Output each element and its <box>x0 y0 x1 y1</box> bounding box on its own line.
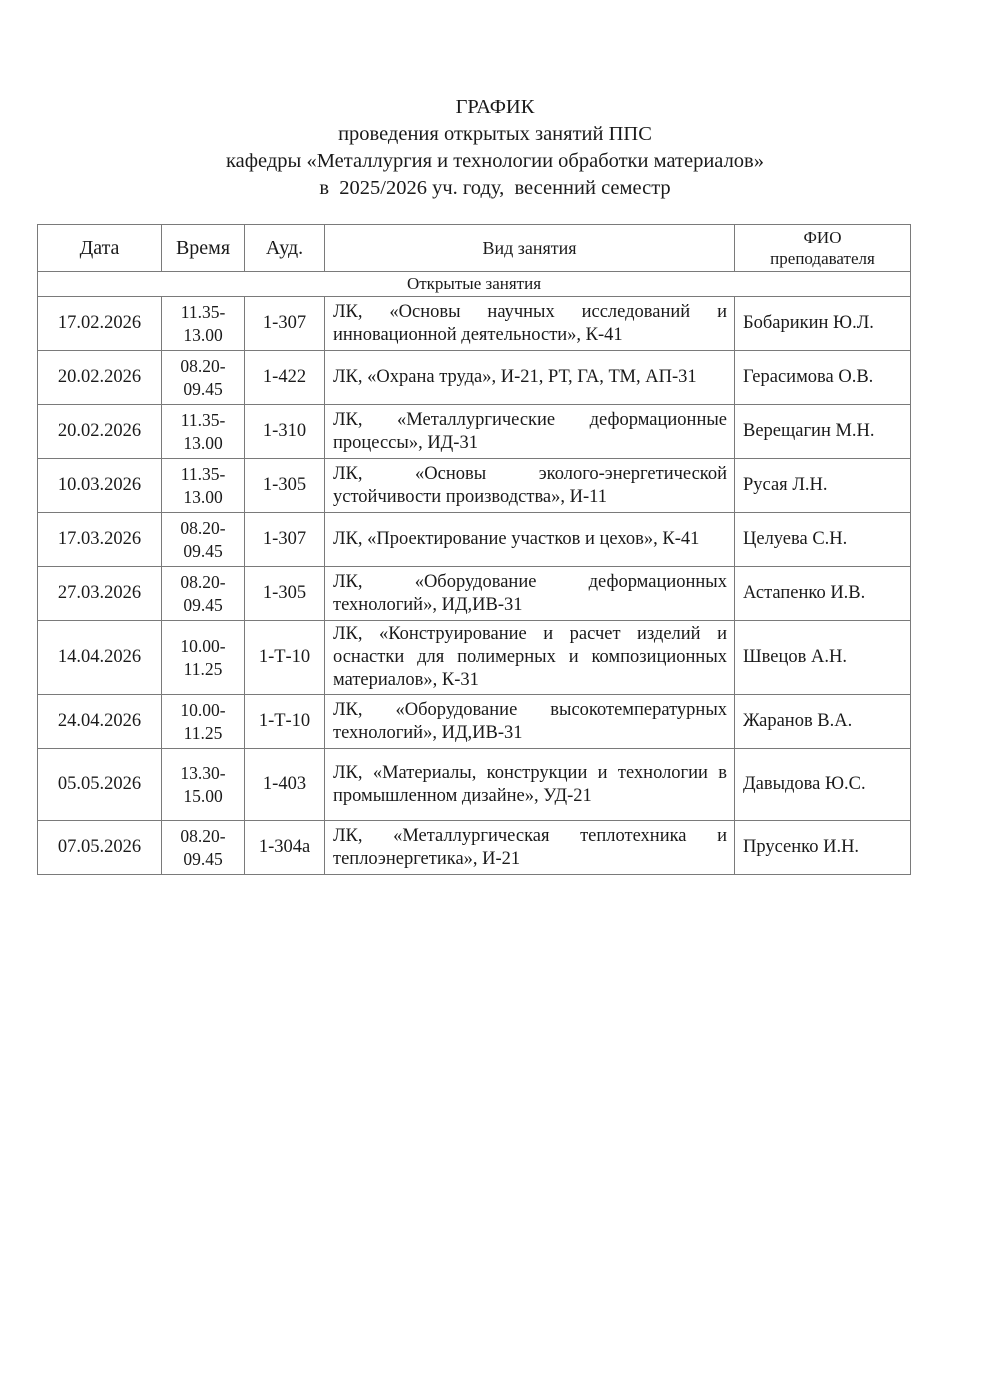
header-fio <box>735 225 911 272</box>
cell-time <box>162 695 245 749</box>
table-row <box>38 695 911 749</box>
cell-lesson-kind: ЛК, «Основы научных исследований и инновационной деятельности», К-41 <box>325 297 735 351</box>
title-line-1: ГРАФИК <box>455 96 535 118</box>
header-kind: Вид занятия <box>325 225 735 272</box>
cell-auditorium: 1-403 <box>245 749 325 821</box>
header-fio-line1: ФИО <box>803 228 842 247</box>
time-end: 09.45 <box>183 540 223 561</box>
header-time: Время <box>162 225 245 272</box>
cell-lesson-kind: ЛК, «Оборудование высокотемпературных технологий», ИД,ИВ-31 <box>325 695 735 749</box>
cell-time <box>162 297 245 351</box>
cell-time <box>162 821 245 875</box>
time-start: 08.20- <box>180 355 226 376</box>
cell-teacher: Жаранов В.А. <box>735 695 911 749</box>
time-start: 11.35- <box>180 301 226 322</box>
cell-date: 10.03.2026 <box>38 459 162 513</box>
cell-time <box>162 513 245 567</box>
cell-teacher: Герасимова О.В. <box>735 351 911 405</box>
document-title <box>0 94 990 202</box>
cell-date: 17.03.2026 <box>38 513 162 567</box>
cell-time <box>162 621 245 695</box>
time-end: 09.45 <box>183 378 223 399</box>
cell-lesson-kind: ЛК, «Материалы, конструкции и технологии в промышленном дизайне», УД-21 <box>325 749 735 821</box>
cell-auditorium: 1-307 <box>245 297 325 351</box>
cell-auditorium: 1-422 <box>245 351 325 405</box>
time-end: 13.00 <box>183 324 223 345</box>
cell-auditorium: 1-305 <box>245 567 325 621</box>
cell-lesson-kind: ЛК, «Охрана труда», И-21, РТ, ГА, ТМ, АП-31 <box>325 351 735 405</box>
time-end: 13.00 <box>183 432 223 453</box>
cell-date: 20.02.2026 <box>38 405 162 459</box>
time-end: 11.25 <box>183 658 223 679</box>
cell-teacher: Верещагин М.Н. <box>735 405 911 459</box>
cell-lesson-kind: ЛК, «Конструирование и расчет изделий и оснастки для полимерных и композиционных материалов», К-31 <box>325 621 735 695</box>
time-start: 11.35- <box>180 463 226 484</box>
table-row <box>38 749 911 821</box>
cell-time <box>162 749 245 821</box>
section-row <box>38 272 911 297</box>
header-row <box>38 225 911 272</box>
schedule-table <box>37 224 911 875</box>
time-end: 09.45 <box>183 594 223 615</box>
cell-auditorium: 1-305 <box>245 459 325 513</box>
cell-teacher: Русая Л.Н. <box>735 459 911 513</box>
cell-lesson-kind: ЛК, «Основы эколого-энергетической устойчивости производства», И-11 <box>325 459 735 513</box>
cell-auditorium: 1-304а <box>245 821 325 875</box>
time-start: 11.35- <box>180 409 226 430</box>
cell-teacher: Швецов А.Н. <box>735 621 911 695</box>
cell-time <box>162 567 245 621</box>
time-end: 15.00 <box>183 785 223 806</box>
table-row <box>38 821 911 875</box>
header-date: Дата <box>38 225 162 272</box>
cell-auditorium: 1-Т-10 <box>245 695 325 749</box>
time-end: 09.45 <box>183 848 223 869</box>
cell-teacher: Давыдова Ю.С. <box>735 749 911 821</box>
cell-date: 17.02.2026 <box>38 297 162 351</box>
cell-date: 07.05.2026 <box>38 821 162 875</box>
time-start: 10.00- <box>180 699 226 720</box>
time-start: 10.00- <box>180 635 226 656</box>
time-start: 08.20- <box>180 825 226 846</box>
cell-auditorium: 1-307 <box>245 513 325 567</box>
time-end: 11.25 <box>183 722 223 743</box>
table-row <box>38 567 911 621</box>
header-aud: Ауд. <box>245 225 325 272</box>
title-line-3: кафедры «Металлургия и технологии обработки материалов» <box>226 150 764 172</box>
section-label: Открытые занятия <box>38 272 911 297</box>
table-row <box>38 513 911 567</box>
cell-date: 24.04.2026 <box>38 695 162 749</box>
time-start: 08.20- <box>180 571 226 592</box>
cell-date: 20.02.2026 <box>38 351 162 405</box>
time-start: 08.20- <box>180 517 226 538</box>
cell-date: 27.03.2026 <box>38 567 162 621</box>
table-row <box>38 297 911 351</box>
cell-teacher: Целуева С.Н. <box>735 513 911 567</box>
cell-lesson-kind: ЛК, «Металлургические деформационные процессы», ИД-31 <box>325 405 735 459</box>
cell-lesson-kind: ЛК, «Металлургическая теплотехника и теплоэнергетика», И-21 <box>325 821 735 875</box>
time-end: 13.00 <box>183 486 223 507</box>
cell-date: 14.04.2026 <box>38 621 162 695</box>
table-row <box>38 405 911 459</box>
cell-teacher: Астапенко И.В. <box>735 567 911 621</box>
cell-time <box>162 459 245 513</box>
table-row <box>38 459 911 513</box>
title-line-2: проведения открытых занятий ППС <box>338 123 652 145</box>
cell-time <box>162 405 245 459</box>
cell-teacher: Бобарикин Ю.Л. <box>735 297 911 351</box>
cell-auditorium: 1-Т-10 <box>245 621 325 695</box>
cell-teacher: Прусенко И.Н. <box>735 821 911 875</box>
header-fio-line2: преподавателя <box>770 249 875 268</box>
table-row <box>38 621 911 695</box>
title-line-4: в 2025/2026 уч. году, весенний семестр <box>319 177 671 199</box>
cell-lesson-kind: ЛК, «Оборудование деформационных технологий», ИД,ИВ-31 <box>325 567 735 621</box>
cell-time <box>162 351 245 405</box>
time-start: 13.30- <box>180 762 226 783</box>
cell-auditorium: 1-310 <box>245 405 325 459</box>
cell-date: 05.05.2026 <box>38 749 162 821</box>
cell-lesson-kind: ЛК, «Проектирование участков и цехов», К-41 <box>325 513 735 567</box>
table-row <box>38 351 911 405</box>
